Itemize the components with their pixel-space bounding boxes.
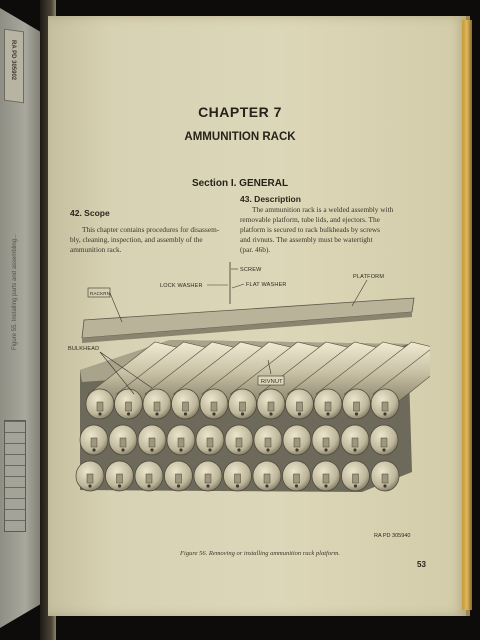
lid-latch xyxy=(146,474,152,483)
latch-knob xyxy=(298,412,301,415)
figure-id: RA PD 305940 xyxy=(374,533,411,539)
lid-latch xyxy=(265,438,271,447)
latch-knob xyxy=(177,484,180,487)
lid-latch xyxy=(126,402,132,411)
platform-callout: PLATFORM xyxy=(353,274,385,280)
lid-latch xyxy=(382,402,388,411)
flat-washer-callout: FLAT WASHER xyxy=(246,282,287,288)
latch-knob xyxy=(206,484,209,487)
lid-latch xyxy=(91,438,97,447)
lid-latch xyxy=(353,474,359,483)
latch-knob xyxy=(324,448,327,451)
latch-knob xyxy=(88,484,91,487)
lid-latch xyxy=(294,474,300,483)
scope-text xyxy=(70,225,228,255)
latch-knob xyxy=(155,412,158,415)
small-label: RACKRN xyxy=(90,291,111,296)
latch-knob xyxy=(326,412,329,415)
left-page-side-text: Figure 55. Installing parts and assembling... xyxy=(12,233,18,350)
latch-knob xyxy=(354,484,357,487)
latch-knob xyxy=(383,484,386,487)
lid-latch xyxy=(294,438,300,447)
description-text xyxy=(240,205,422,255)
latch-knob xyxy=(355,412,358,415)
latch-knob xyxy=(236,484,239,487)
latch-knob xyxy=(266,448,269,451)
scope-line: ammunition rack. xyxy=(70,245,122,254)
ammunition-rack-figure xyxy=(62,262,430,547)
latch-knob xyxy=(382,448,385,451)
lid-latch xyxy=(207,438,213,447)
lid-latch xyxy=(178,438,184,447)
lid-latch xyxy=(381,438,387,447)
lid-latch xyxy=(176,474,182,483)
latch-knob xyxy=(147,484,150,487)
latch-knob xyxy=(353,448,356,451)
lid-latch xyxy=(268,402,274,411)
description-line: (par. 46b). xyxy=(240,245,271,254)
scope-heading: 42. Scope xyxy=(70,208,110,218)
latch-knob xyxy=(269,412,272,415)
lid-latch xyxy=(120,438,126,447)
lid-latch xyxy=(117,474,123,483)
lid-latch xyxy=(154,402,160,411)
rivnut-callout: RIVNUT xyxy=(261,379,283,385)
scope-line: This chapter contains procedures for disassem- xyxy=(82,225,220,234)
page-edge xyxy=(462,20,472,610)
lid-latch xyxy=(323,474,329,483)
bulkhead-callout: BULKHEAD xyxy=(68,346,100,352)
lid-latch xyxy=(236,438,242,447)
lid-latch xyxy=(211,402,217,411)
flat-washer-leader xyxy=(232,284,244,288)
latch-knob xyxy=(179,448,182,451)
latch-knob xyxy=(241,412,244,415)
lid-latch xyxy=(382,474,388,483)
platform-plate xyxy=(82,298,414,343)
latch-knob xyxy=(92,448,95,451)
latch-knob xyxy=(265,484,268,487)
latch-knob xyxy=(118,484,121,487)
lid-latch xyxy=(323,438,329,447)
lid-latch xyxy=(352,438,358,447)
lid-latch xyxy=(205,474,211,483)
lid-latch xyxy=(240,402,246,411)
latch-knob xyxy=(237,448,240,451)
latch-knob xyxy=(295,484,298,487)
lid-latch xyxy=(149,438,155,447)
latch-knob xyxy=(383,412,386,415)
latch-knob xyxy=(150,448,153,451)
description-heading: 43. Description xyxy=(240,194,301,204)
latch-knob xyxy=(98,412,101,415)
latch-knob xyxy=(184,412,187,415)
left-page-stamp: RA PD 305902 xyxy=(10,40,16,81)
lid-latch xyxy=(297,402,303,411)
lid-latch xyxy=(325,402,331,411)
latch-knob xyxy=(212,412,215,415)
description-line: and rivnuts. The assembly must be watertight xyxy=(240,235,373,244)
description-line: removable platform, tube lids, and ejectors. The xyxy=(240,215,380,224)
chapter-subtitle: AMMUNITION RACK xyxy=(184,131,296,143)
lid-latch xyxy=(87,474,93,483)
screw-callout: SCREW xyxy=(240,267,262,273)
latch-knob xyxy=(121,448,124,451)
latch-knob xyxy=(324,484,327,487)
description-line: platform is secured to rack bulkheads by screws xyxy=(240,225,381,234)
chapter-title: CHAPTER 7 xyxy=(198,104,282,120)
lid-latch xyxy=(183,402,189,411)
lock-washer-callout: LOCK WASHER xyxy=(160,283,203,289)
lid-latch xyxy=(264,474,270,483)
description-line: The ammunition rack is a welded assembly with xyxy=(252,205,394,214)
figure-caption: Figure 56. Removing or installing ammunition rack platform. xyxy=(180,550,340,557)
left-page-table xyxy=(4,420,26,532)
section-heading: Section I. GENERAL xyxy=(191,178,289,189)
lid-latch xyxy=(97,402,103,411)
lid-latch xyxy=(235,474,241,483)
latch-knob xyxy=(295,448,298,451)
scope-line: bly, cleaning, inspection, and assembly of the xyxy=(70,235,203,244)
latch-knob xyxy=(208,448,211,451)
lid-latch xyxy=(354,402,360,411)
latch-knob xyxy=(127,412,130,415)
page-number: 53 xyxy=(417,560,426,569)
